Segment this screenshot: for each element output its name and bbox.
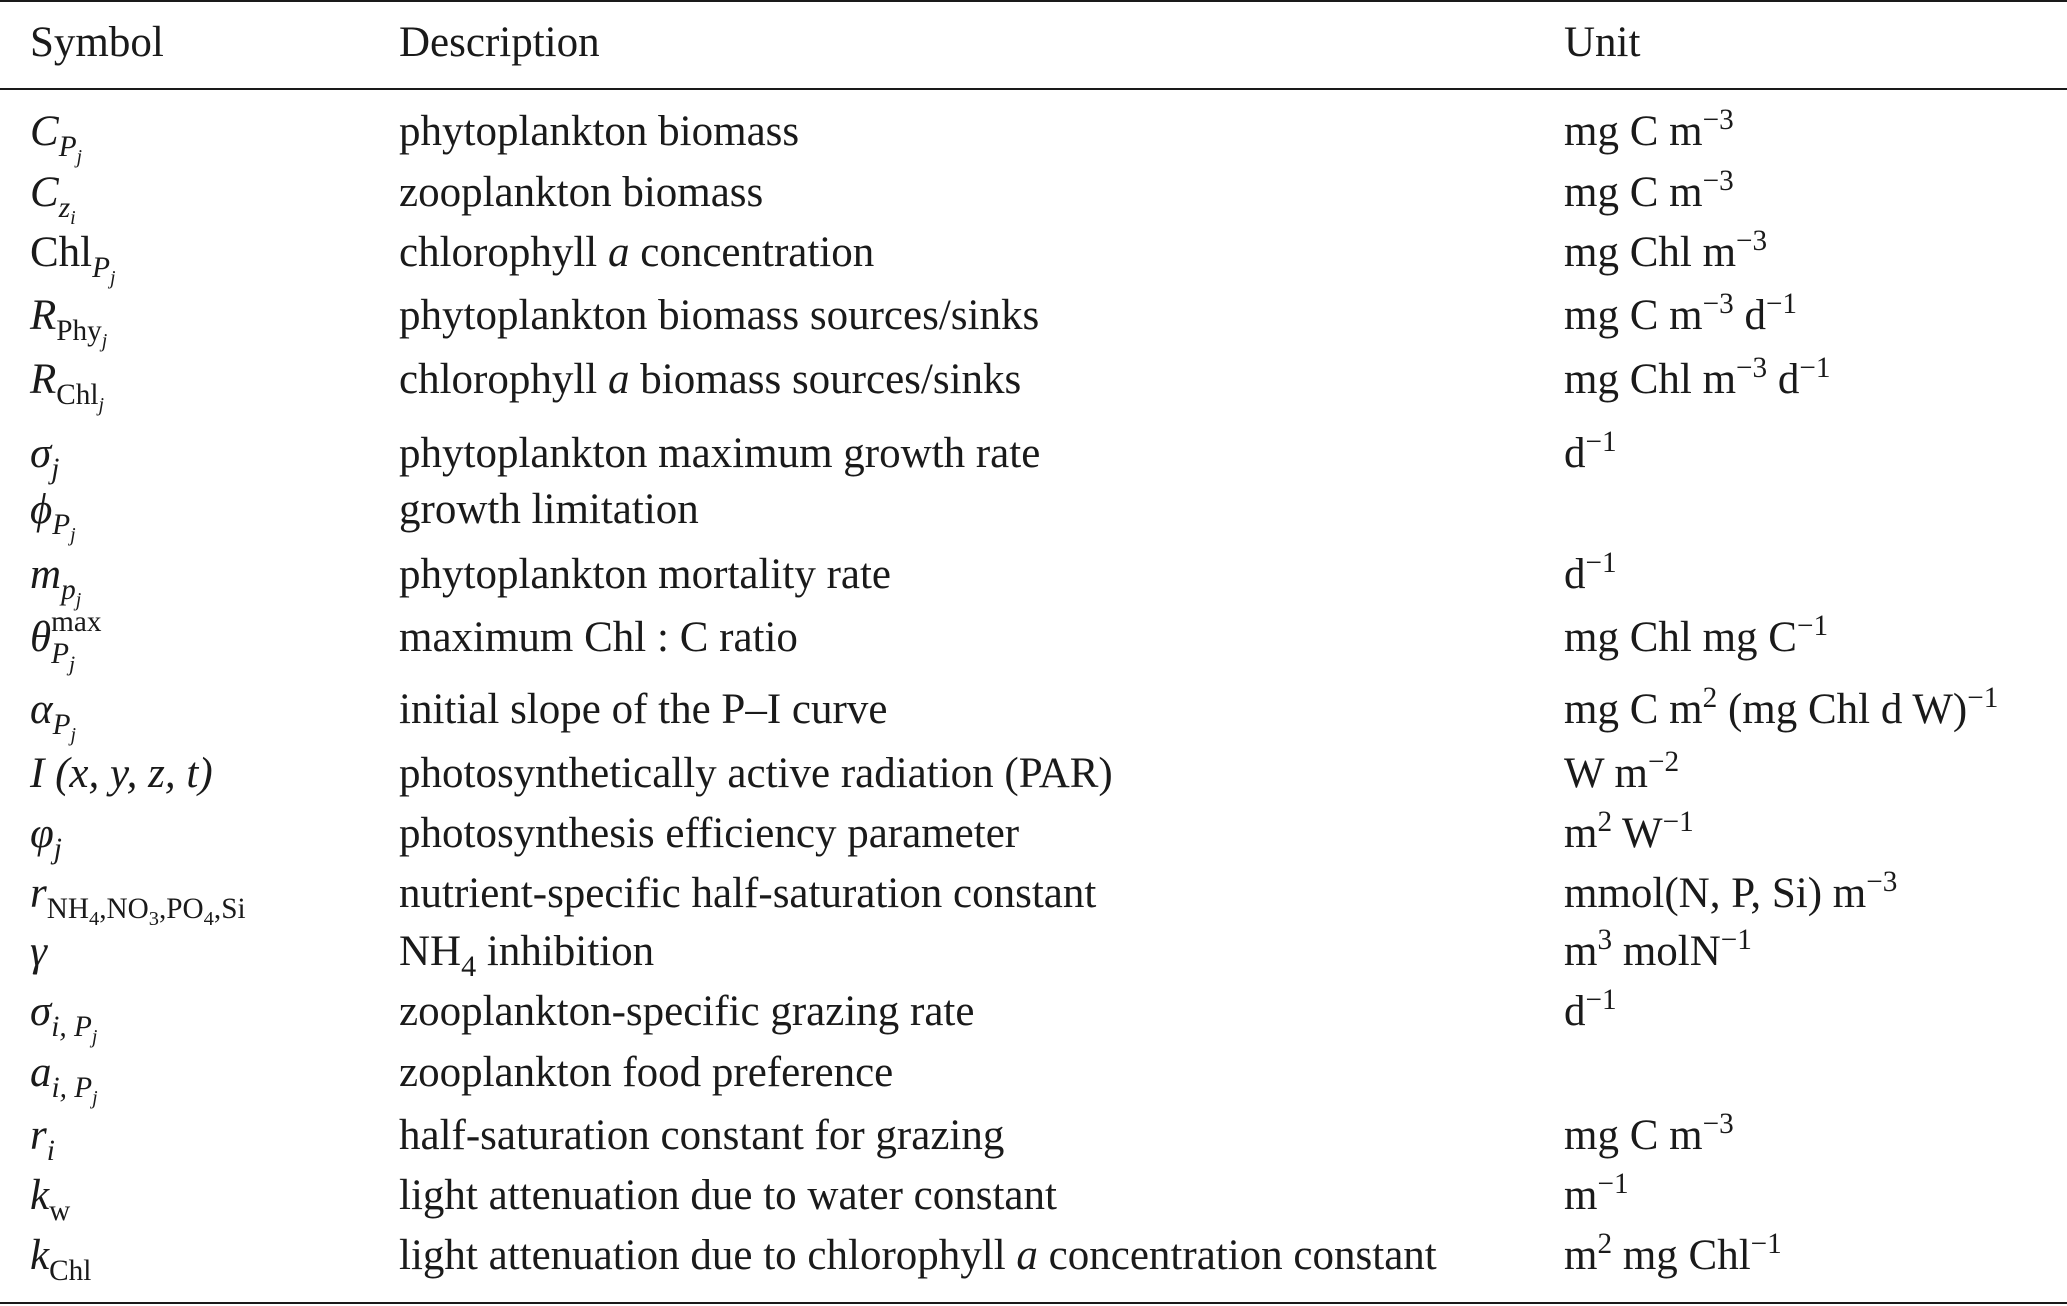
header-symbol: Symbol <box>30 19 164 66</box>
table-row <box>0 922 2067 982</box>
table-row <box>0 982 2067 1048</box>
unit-cell: $m^3$ molN$^{-1}$ <box>1564 923 1752 975</box>
unit-cell: mg Chl $m^{-3}$ $d^{-1}$ <box>1564 351 1831 403</box>
symbol-cell: $C_{z_i}$ <box>30 169 76 229</box>
table-row <box>0 102 2067 168</box>
unit-cell: mg Chl mg $C^{-1}$ <box>1564 609 1829 661</box>
symbol-cell: $\sigma_{i, P_j}$ <box>30 988 98 1048</box>
description-cell: photosynthetically active radiation (PAR) <box>399 750 1113 797</box>
symbol-cell: $\sigma_j$ <box>30 430 60 485</box>
symbol-cell: $C_{P_j}$ <box>30 108 83 168</box>
description-cell: zooplankton-specific grazing rate <box>399 988 975 1035</box>
table-row <box>0 1106 2067 1166</box>
top-rule <box>0 0 2067 2</box>
unit-cell: W $m^{-2}$ <box>1564 745 1680 797</box>
symbol-cell: γ <box>30 928 47 975</box>
unit-cell: mmol(N, P, Si) $m^{-3}$ <box>1564 865 1898 917</box>
description-cell: zooplankton food preference <box>399 1049 894 1096</box>
description-cell: light attenuation due to water constant <box>399 1172 1057 1219</box>
description-cell: phytoplankton maximum growth rate <box>399 430 1041 477</box>
table-row <box>0 864 2067 930</box>
table-row <box>0 545 2067 611</box>
symbol-cell: $k_w$ <box>30 1172 71 1227</box>
symbol-cell: $k_{Chl}$ <box>30 1232 92 1287</box>
table-row <box>0 480 2067 546</box>
header-description: Description <box>399 19 600 66</box>
table-row <box>0 1166 2067 1226</box>
description-cell: zooplankton biomass <box>399 169 764 216</box>
description-cell: growth limitation <box>399 486 699 533</box>
unit-cell: $d^{-1}$ <box>1564 983 1617 1035</box>
description-cell: half-saturation constant for grazing <box>399 1112 1005 1159</box>
unit-cell: $m^2$ mg Chl$^{-1}$ <box>1564 1227 1782 1279</box>
header-rule <box>0 88 2067 90</box>
unit-cell: mg C $m^{-3}$ <box>1564 103 1734 155</box>
symbol-cell: $\varphi_j$ <box>30 810 62 865</box>
table-row <box>0 1226 2067 1286</box>
unit-cell: mg C $m^2$ (mg Chl d W)$^{-1}$ <box>1564 681 1999 733</box>
description-cell: $NH_4$ inhibition <box>399 928 655 983</box>
header-unit: Unit <box>1564 19 1641 66</box>
table-row <box>0 1043 2067 1109</box>
unit-cell: mg C $m^{-3}$ $d^{-1}$ <box>1564 287 1798 339</box>
symbol-cell: $R_{Phy_j}$ <box>30 292 108 352</box>
description-cell: phytoplankton mortality rate <box>399 551 892 598</box>
table-row <box>0 680 2067 746</box>
description-cell: photosynthesis efficiency parameter <box>399 810 1020 857</box>
description-cell: chlorophyll a concentration <box>399 229 875 276</box>
description-cell: initial slope of the P–I curve <box>399 686 888 733</box>
table-row <box>0 350 2067 416</box>
unit-cell: mg C $m^{-3}$ <box>1564 1107 1734 1159</box>
table-row <box>0 223 2067 289</box>
unit-cell: mg Chl $m^{-3}$ <box>1564 224 1768 276</box>
symbol-cell: Chl$_{P_j}$ <box>30 229 116 289</box>
description-cell: light attenuation due to chlorophyll a concentration constant <box>399 1232 1437 1279</box>
symbol-cell: $R_{Chl_j}$ <box>30 356 105 416</box>
table-row <box>0 424 2067 484</box>
symbol-cell: $\phi_{P_j}$ <box>30 486 76 546</box>
description-cell: nutrient-specific half-saturation constant <box>399 870 1097 917</box>
symbol-cell: $a_{i, P_j}$ <box>30 1049 98 1109</box>
table-row <box>0 744 2067 804</box>
unit-cell: $m^{-1}$ <box>1564 1167 1629 1219</box>
symbol-cell: I (x, y, z, t) <box>30 750 213 797</box>
description-cell: phytoplankton biomass sources/sinks <box>399 292 1040 339</box>
description-cell: chlorophyll a biomass sources/sinks <box>399 356 1022 403</box>
description-cell: phytoplankton biomass <box>399 108 800 155</box>
symbol-cell: $r_{NH_4,NO_3,PO_4,Si}$ <box>30 870 246 930</box>
unit-cell: mg C $m^{-3}$ <box>1564 164 1734 216</box>
table-row <box>0 605 2067 676</box>
unit-cell: $m^2$ $W^{-1}$ <box>1564 805 1694 857</box>
table-row <box>0 163 2067 229</box>
unit-cell: $d^{-1}$ <box>1564 546 1617 598</box>
symbol-cell: $\alpha_{P_j}$ <box>30 686 76 746</box>
symbol-cell: $r_i$ <box>30 1112 55 1167</box>
unit-cell: $d^{-1}$ <box>1564 425 1617 477</box>
bottom-rule <box>0 1302 2067 1304</box>
symbol-cell: $m_{p_j}$ <box>30 551 82 611</box>
table-row <box>0 804 2067 864</box>
description-cell: maximum Chl : C ratio <box>399 614 798 661</box>
table-row <box>0 286 2067 352</box>
symbol-cell: θ max $P_j$ <box>30 605 102 676</box>
